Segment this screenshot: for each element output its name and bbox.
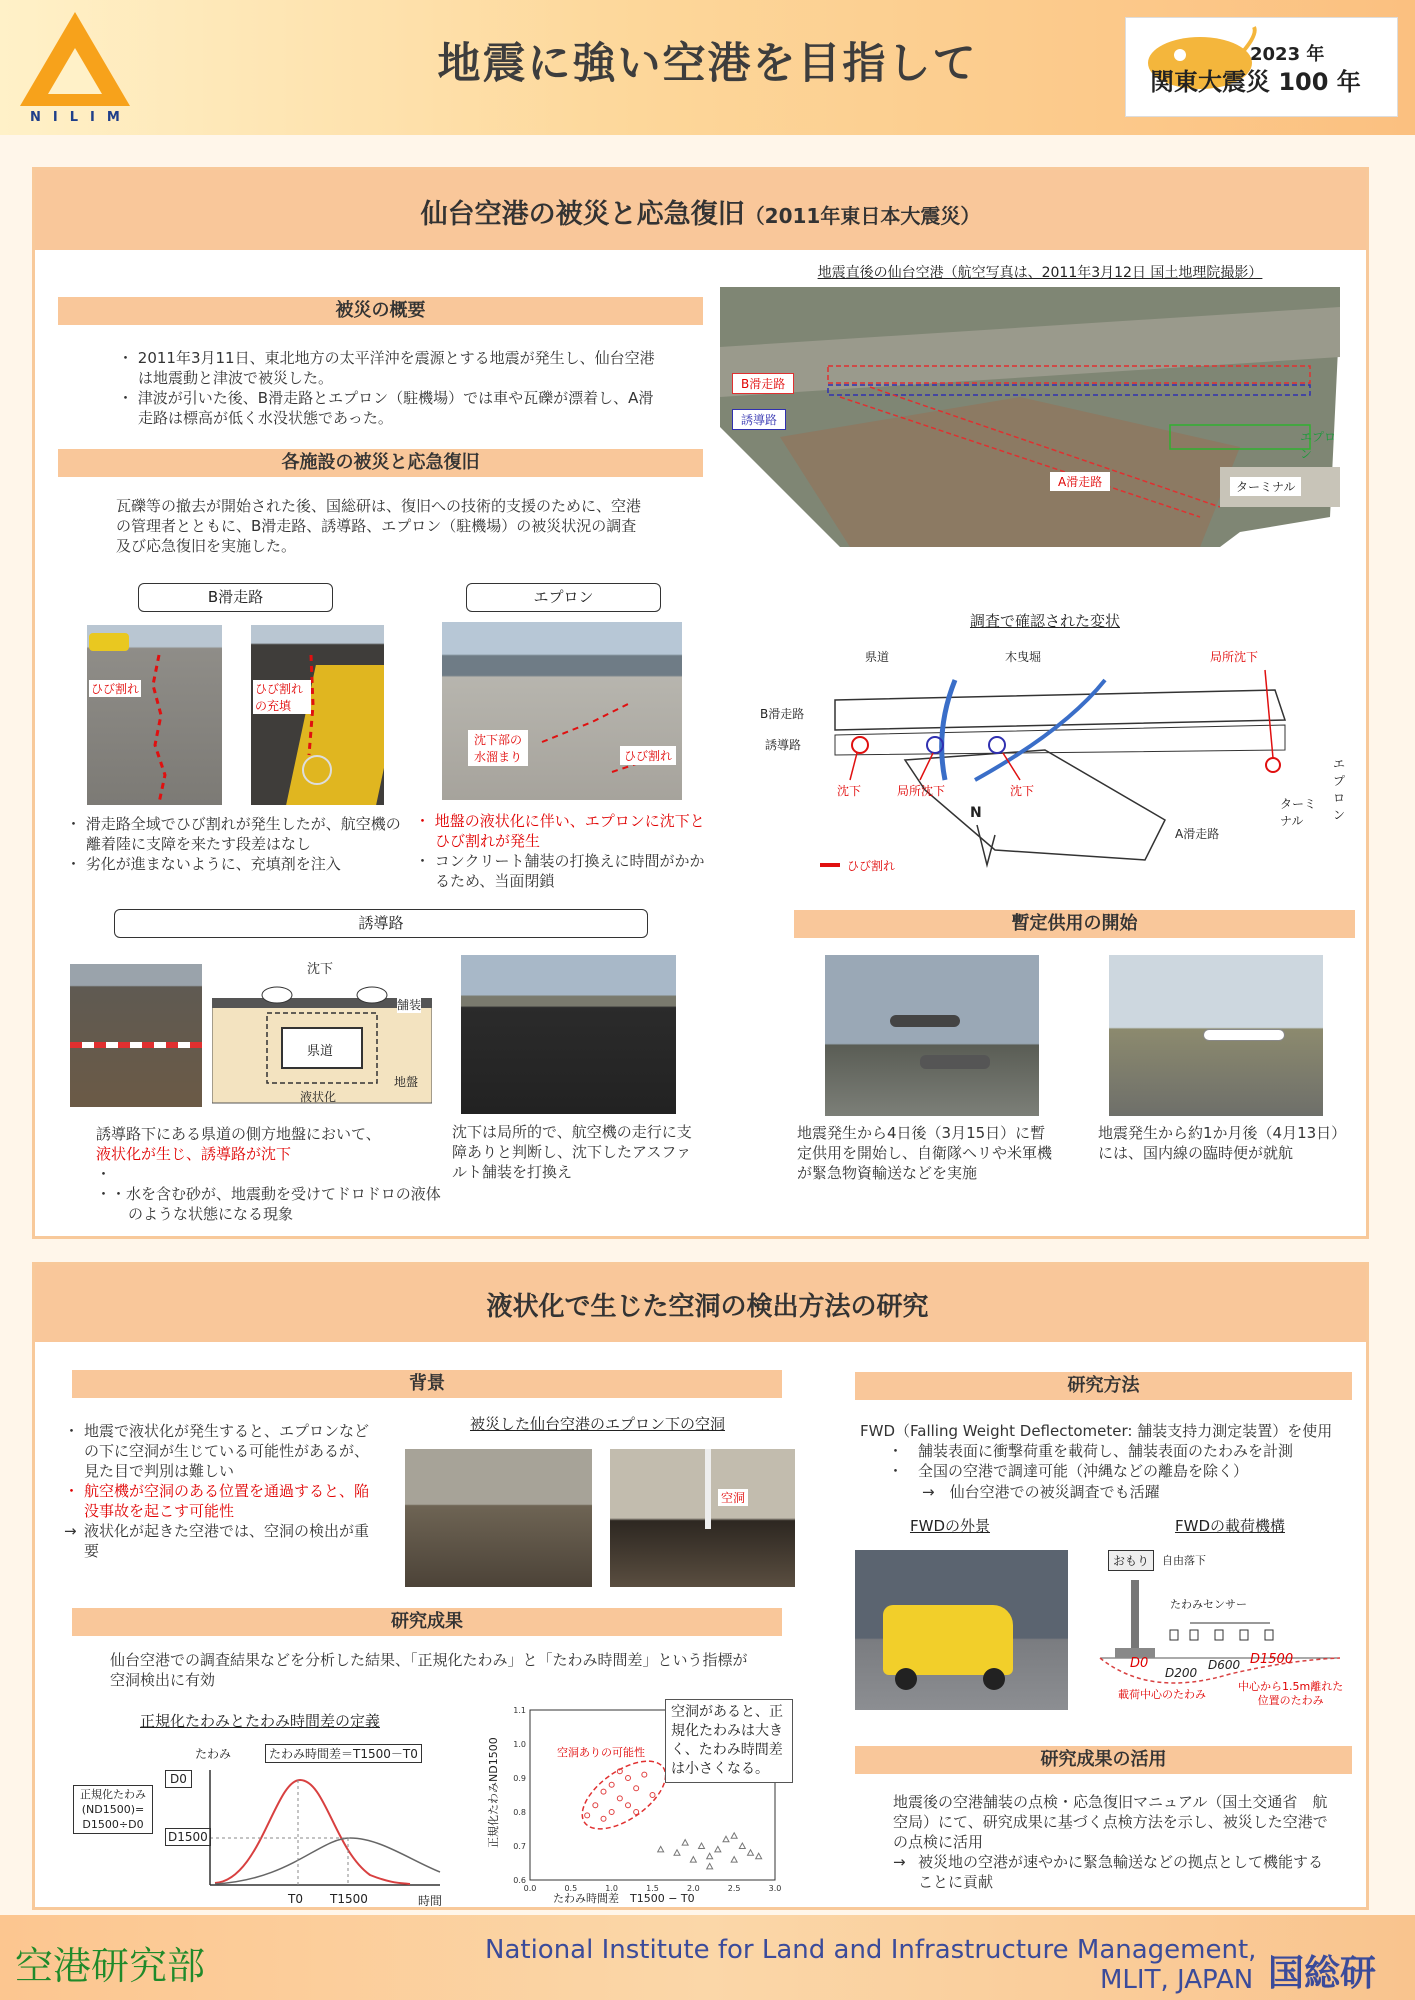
scatter-point bbox=[650, 1793, 655, 1798]
passenger-aircraft-photo bbox=[1109, 955, 1323, 1116]
method-list bbox=[888, 1441, 1348, 1481]
scatter-point bbox=[715, 1846, 721, 1852]
scatter-point bbox=[699, 1843, 705, 1849]
fwd-weight-label: おもり bbox=[1108, 1550, 1154, 1571]
scatter-point bbox=[674, 1850, 680, 1856]
fwd-far-label: 中心から1.5m離れた 位置のたわみ bbox=[1238, 1680, 1344, 1707]
apron-photo bbox=[442, 622, 682, 800]
scatter-point bbox=[739, 1843, 745, 1849]
apron-list bbox=[415, 811, 705, 891]
scatter-point bbox=[585, 1813, 590, 1818]
map-b-runway: B滑走路 bbox=[760, 707, 805, 721]
diagram-pavement: 舗装 bbox=[397, 998, 422, 1012]
cavity-label: 空洞 bbox=[718, 1489, 748, 1506]
method-item: ・ 全国の空港で調達可能（沖縄などの離島を除く） bbox=[888, 1462, 1249, 1480]
deformation-map bbox=[745, 640, 1346, 885]
aerial-terminal-label: ターミナル bbox=[1230, 477, 1301, 496]
scatter-point bbox=[642, 1772, 647, 1777]
scatter-xlabel: たわみ時間差 T1500 − T0 bbox=[553, 1892, 695, 1905]
graph-nd-definition: 正規化たわみ (ND1500)= D1500÷D0 bbox=[73, 1785, 153, 1834]
map-subsidence-1: 沈下 bbox=[837, 784, 862, 798]
crack-fill-photo bbox=[251, 625, 384, 805]
method-heading: 研究方法 bbox=[855, 1372, 1352, 1400]
map-local-subsidence-top: 局所沈下 bbox=[1210, 650, 1259, 664]
map-apron: エプロン bbox=[1333, 757, 1346, 822]
map-taxiway: 誘導路 bbox=[765, 738, 802, 752]
subsidence-pool-label: 沈下部の水溜まり bbox=[468, 730, 528, 766]
overview-list bbox=[118, 348, 658, 428]
crack-photo bbox=[87, 625, 222, 805]
fwd-free-fall-label: 自由落下 bbox=[1162, 1554, 1206, 1567]
fwd-mechanism-caption: FWDの載荷機構 bbox=[1174, 1517, 1285, 1535]
graph-t1500-label: T1500 bbox=[330, 1892, 368, 1906]
scatter-x-tick: 1.0 bbox=[605, 1884, 619, 1893]
military-aircraft-photo bbox=[825, 955, 1039, 1116]
results-heading: 研究成果 bbox=[72, 1608, 782, 1636]
fwd-mechanism-diagram bbox=[1090, 1548, 1360, 1718]
taxiway-repair-photo bbox=[461, 955, 676, 1114]
map-a-runway: A滑走路 bbox=[1175, 827, 1220, 841]
scatter-point bbox=[731, 1833, 737, 1839]
diagram-road: 県道 bbox=[307, 1044, 334, 1059]
badge-year: 2023 年 bbox=[1250, 44, 1325, 65]
background-list bbox=[64, 1421, 374, 1561]
section-title: 液状化で生じた空洞の検出方法の研究 bbox=[486, 1292, 929, 1322]
background-item: ・ 地震で液状化が発生すると、エプロンなどの下に空洞が生じている可能性があるが、見た目で判別は難しい bbox=[64, 1422, 370, 1480]
taxiway-text-2: 沈下は局所的で、航空機の走行に支障ありと判断し、沈下したアスファルト舗装を打換え bbox=[452, 1123, 692, 1181]
aerial-caption: 地震直後の仙台空港（航空写真は、2011年3月12日 国土地理院撮影） bbox=[817, 265, 1263, 281]
scatter-y-tick: 0.6 bbox=[513, 1876, 526, 1885]
overview-item: ・ 2011年3月11日、東北地方の太平洋沖を震源とする地震が発生し、仙台空港は地震動と津波で被災した。 bbox=[118, 349, 655, 387]
diagram-liquefaction: 液状化 bbox=[300, 1090, 337, 1104]
scatter-y-tick: 0.7 bbox=[513, 1842, 526, 1851]
scatter-point bbox=[731, 1857, 737, 1863]
cavity-photo-2 bbox=[610, 1449, 795, 1587]
fwd-vehicle-photo bbox=[855, 1550, 1068, 1710]
scatter-point bbox=[634, 1810, 639, 1815]
footer-english-1: National Institute for Land and Infrastructure Management, bbox=[485, 1935, 1257, 1965]
taxiway-label: 誘導路 bbox=[114, 909, 648, 938]
scatter-point bbox=[609, 1810, 614, 1815]
scatter-point bbox=[682, 1840, 688, 1846]
map-crack-legend: ひび割れ bbox=[847, 859, 896, 873]
scatter-note: 空洞があると、正規化たわみは大きく、たわみ時間差は小さくなる。 bbox=[665, 1699, 793, 1783]
aerial-b-runway-label: B滑走路 bbox=[732, 373, 794, 394]
footer-english-2: MLIT, JAPAN bbox=[1100, 1965, 1254, 1995]
b-runway-item: ・ 劣化が進まないように、充填剤を注入 bbox=[66, 855, 341, 873]
scatter-y-tick: 0.9 bbox=[513, 1774, 526, 1783]
crack-fill-label: ひび割れの充填 bbox=[253, 680, 311, 714]
method-arrow-text: → 仙台空港での被災調査でも活躍 bbox=[922, 1483, 1160, 1501]
scatter-y-tick: 1.1 bbox=[513, 1706, 526, 1715]
apron-item: ・ コンクリート舗装の打換えに時間がかかるため、当面閉鎖 bbox=[415, 852, 705, 890]
method-item: ・ 舗装表面に衝撃荷重を載荷し、舗装表面のたわみを計測 bbox=[888, 1442, 1294, 1460]
cavity-photo-1 bbox=[405, 1449, 592, 1587]
fwd-sensor-label: たわみセンサー bbox=[1170, 1598, 1247, 1611]
map-north: N bbox=[970, 805, 982, 821]
graph-t0-label: T0 bbox=[288, 1892, 303, 1906]
apron-label: エプロン bbox=[466, 583, 661, 612]
page-title: 地震に強い空港を目指して bbox=[437, 39, 978, 89]
graph-caption: 正規化たわみとたわみ時間差の定義 bbox=[139, 1712, 380, 1730]
taxiway-text-1: 誘導路下にある県道の側方地盤において、 bbox=[96, 1125, 381, 1143]
scatter-point bbox=[593, 1803, 598, 1808]
scatter-point bbox=[707, 1863, 713, 1869]
graph-d0-label: D0 bbox=[165, 1770, 192, 1788]
map-prefectural-road: 県道 bbox=[865, 650, 890, 664]
fwd-exterior-caption: FWDの外景 bbox=[909, 1517, 990, 1535]
section-title: 仙台空港の被災と応急復旧（2011年東日本大震災） bbox=[420, 199, 981, 230]
scatter-point bbox=[601, 1789, 606, 1794]
scatter-point bbox=[609, 1782, 614, 1787]
provisional-heading: 暫定供用の開始 bbox=[794, 910, 1355, 938]
logo-text: NILIM bbox=[30, 110, 132, 125]
map-subsidence-2: 沈下 bbox=[1010, 784, 1035, 798]
use-arrow-item: → 被災地の空港が速やかに緊急輸送などの拠点として機能することに貢献 bbox=[893, 1853, 1324, 1891]
scatter-x-tick: 1.5 bbox=[646, 1884, 659, 1893]
background-item: → 液状化が起きた空港では、空洞の検出が重要 bbox=[64, 1522, 370, 1560]
scatter-y-tick: 0.8 bbox=[513, 1808, 526, 1817]
scatter-y-tick: 1.0 bbox=[513, 1740, 526, 1749]
liquefaction-diagram bbox=[212, 958, 432, 1108]
overview-item: ・ 津波が引いた後、B滑走路とエプロン（駐機場）では車や瓦礫が漂着し、A滑走路は標高が低く水没状態であった。 bbox=[118, 389, 654, 427]
scatter-point bbox=[601, 1816, 606, 1821]
graph-time-diff-label: たわみ時間差＝T1500－T0 bbox=[265, 1744, 422, 1763]
use-text: 地震後の空港舗装の点検・応急復旧マニュアル（国土交通省 航空局）にて、研究成果に基づく点検方法を示し、被災した空港での点検に活用 bbox=[893, 1793, 1328, 1851]
taxiway-note-2: ・・水を含む砂が、地震動を受けてドロドロの液体のような状態になる現象 bbox=[96, 1185, 441, 1223]
badge-main: 関東大震災 100 年 bbox=[1150, 68, 1361, 96]
map-terminal: ターミナル bbox=[1280, 797, 1317, 828]
facilities-text: 瓦礫等の撤去が開始された後、国総研は、復旧への技術的支援のために、空港の管理者とともに、B滑走路、誘導路、エプロン（駐機場）の被災状況の調査及び応急復旧を実施した。 bbox=[116, 497, 642, 555]
aerial-apron-label: エプロン bbox=[1300, 430, 1337, 461]
scatter-x-tick: 0.0 bbox=[523, 1884, 537, 1893]
scatter-point bbox=[626, 1803, 631, 1808]
scatter-point bbox=[658, 1846, 664, 1852]
scatter-x-tick: 0.5 bbox=[564, 1884, 578, 1893]
scatter-x-tick: 3.0 bbox=[768, 1884, 782, 1893]
fwd-d200-label: D200 bbox=[1165, 1666, 1198, 1680]
scatter-point bbox=[748, 1850, 754, 1856]
fwd-d0-label: D0 bbox=[1130, 1656, 1149, 1671]
fwd-d1500-label: D1500 bbox=[1250, 1652, 1294, 1667]
graph-deflection-label: たわみ bbox=[195, 1747, 232, 1761]
apron-crack-label: ひび割れ bbox=[620, 746, 676, 765]
b-runway-label: B滑走路 bbox=[138, 583, 333, 612]
scatter-x-tick: 2.0 bbox=[686, 1884, 700, 1893]
scatter-cavity-label: 空洞ありの可能性 bbox=[557, 1746, 645, 1759]
aerial-photo bbox=[720, 287, 1340, 547]
facilities-heading: 各施設の被災と応急復旧 bbox=[58, 449, 703, 477]
footer-kokuso: 国総研 bbox=[1268, 1953, 1377, 1994]
scatter-point bbox=[707, 1853, 713, 1859]
map-caption: 調査で確認された変状 bbox=[969, 612, 1120, 630]
scatter-x-tick: 2.5 bbox=[727, 1884, 741, 1893]
background-item: ・ 航空機が空洞のある位置を通過すると、陥没事故を起こす可能性 bbox=[64, 1482, 370, 1520]
cavity-caption: 被災した仙台空港のエプロン下の空洞 bbox=[469, 1415, 725, 1433]
scatter-point bbox=[626, 1776, 631, 1781]
scatter-point bbox=[723, 1836, 729, 1842]
method-text: FWD（Falling Weight Deflectometer: 舗装支持力測定装置）を使用 bbox=[860, 1422, 1333, 1440]
aerial-a-runway-label: A滑走路 bbox=[1050, 472, 1110, 491]
b-runway-list bbox=[66, 814, 406, 874]
provisional-text-1: 地震発生から4日後（3月15日）に暫定供用を開始し、自衛隊ヘリや米軍機が緊急物資輸送などを実施 bbox=[797, 1124, 1053, 1182]
map-local-subsidence: 局所沈下 bbox=[897, 784, 946, 798]
overview-heading: 被災の概要 bbox=[58, 297, 703, 325]
fwd-center-label: 載荷中心のたわみ bbox=[1118, 1688, 1206, 1701]
taxiway-text bbox=[96, 1124, 446, 1224]
graph-d1500-label: D1500 bbox=[165, 1828, 211, 1846]
fwd-d600-label: D600 bbox=[1208, 1658, 1241, 1672]
map-kibikibori: 木曳堀 bbox=[1005, 650, 1042, 664]
diagram-ground: 地盤 bbox=[394, 1075, 419, 1089]
apron-item: ・ 地盤の液状化に伴い、エプロンに沈下とひび割れが発生 bbox=[415, 812, 705, 850]
footer-department: 空港研究部 bbox=[15, 1944, 206, 1988]
background-heading: 背景 bbox=[72, 1370, 782, 1398]
crack-label: ひび割れ bbox=[91, 682, 140, 696]
scatter-cavity-ellipse bbox=[571, 1748, 677, 1842]
scatter-ylabel: 正規化たわみND1500 bbox=[487, 1737, 500, 1848]
scatter-point bbox=[690, 1857, 696, 1863]
taxiway-text-red: 液状化が生じ、誘導路が沈下 bbox=[96, 1145, 292, 1163]
graph-time-label: 時間 bbox=[418, 1894, 443, 1908]
taxiway-dig-photo bbox=[70, 964, 202, 1107]
aerial-taxiway-label: 誘導路 bbox=[732, 409, 786, 430]
b-runway-item: ・ 滑走路全域でひび割れが発生したが、航空機の離着陸に支障を来たす段差はなし bbox=[66, 815, 401, 853]
scatter-point bbox=[756, 1853, 762, 1859]
taxiway-note-1: ・ bbox=[96, 1165, 112, 1183]
scatter-point bbox=[634, 1786, 639, 1791]
provisional-text-2: 地震発生から約1か月後（4月13日）には、国内線の臨時便が就航 bbox=[1098, 1124, 1347, 1162]
results-text: 仙台空港での調査結果などを分析した結果、「正規化たわみ」と「たわみ時間差」という指標が空洞検出に有効 bbox=[110, 1651, 748, 1689]
scatter-point bbox=[617, 1796, 622, 1801]
diagram-subsidence: 沈下 bbox=[307, 962, 334, 977]
use-heading: 研究成果の活用 bbox=[855, 1746, 1352, 1774]
deflection-graph bbox=[70, 1740, 450, 1910]
